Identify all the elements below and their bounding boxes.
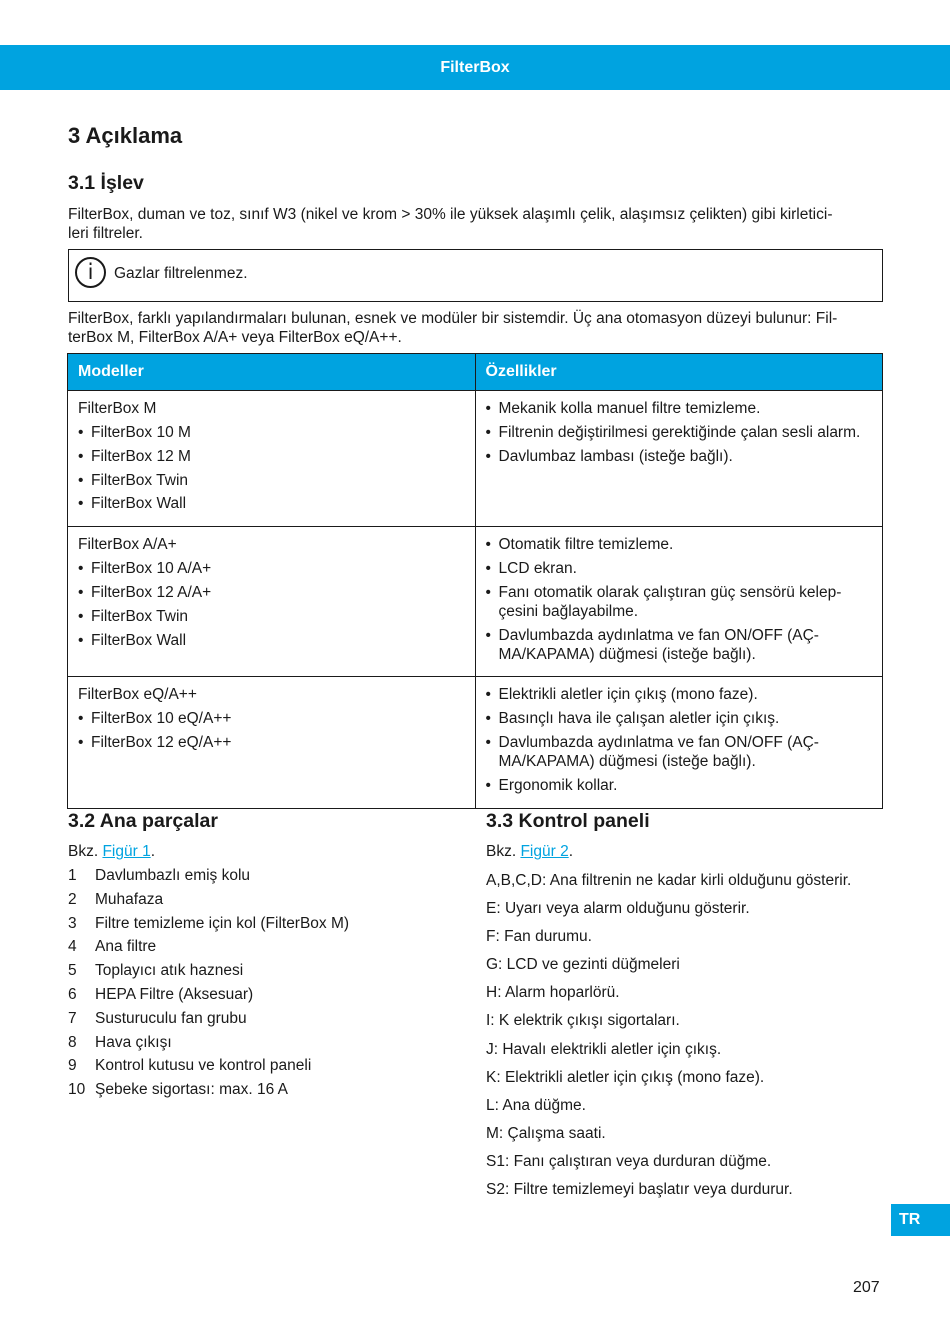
control-panel-list xyxy=(486,871,851,1208)
model-name: FilterBox A/A+ xyxy=(78,536,177,554)
list-item xyxy=(68,1080,349,1104)
item-label: Susturuculu fan grubu xyxy=(95,1009,247,1027)
list-item: • FilterBox 12 A/A+ xyxy=(78,583,466,602)
list-item: • Basınçlı hava ile çalışan aletler için çıkış. xyxy=(486,709,874,728)
intro-paragraph xyxy=(68,205,883,243)
list-item: S1: Fanı çalıştıran veya durduran düğme. xyxy=(486,1152,772,1170)
info-note-box xyxy=(68,249,883,302)
variant-list xyxy=(78,709,466,752)
list-item: G: LCD ve gezinti düğmeleri xyxy=(486,956,680,974)
list-item: • Mekanik kolla manuel filtre temizleme. xyxy=(486,399,874,418)
item-number: 2 xyxy=(68,890,77,908)
section-3-3-title: 3.3 Kontrol paneli xyxy=(486,810,650,832)
list-item xyxy=(68,985,349,1009)
list-item: E: Uyarı veya alarm olduğunu gösterir. xyxy=(486,900,750,918)
ref-suffix: . xyxy=(568,843,574,860)
list-item: • FilterBox 10 M xyxy=(78,423,466,442)
list-item xyxy=(68,937,349,961)
list-item xyxy=(68,914,349,938)
list-item: H: Alarm hoparlörü. xyxy=(486,984,620,1002)
list-item xyxy=(68,1033,349,1057)
table-row xyxy=(68,677,883,808)
system-line-2: terBox M, FilterBox A/A+ veya FilterBox eQ/A++. xyxy=(68,329,402,346)
section-3-1-title: 3.1 İşlev xyxy=(68,172,144,194)
item-label: Davlumbazlı emiş kolu xyxy=(95,867,251,884)
feature-list xyxy=(486,535,874,663)
list-item: • Elektrikli aletler için çıkış (mono faze). xyxy=(486,685,874,704)
item-label: Muhafaza xyxy=(95,890,164,908)
table-header-features: Özellikler xyxy=(475,354,883,391)
list-item: I: K elektrik çıkışı sigortaları. xyxy=(486,1012,680,1030)
item-number: 8 xyxy=(68,1033,77,1051)
list-item: • FilterBox Twin xyxy=(78,607,466,626)
features-cell xyxy=(475,677,883,808)
table-row xyxy=(68,391,883,527)
item-number: 10 xyxy=(68,1081,86,1099)
list-item: • Davlumbazda aydınlatma ve fan ON/OFF (AÇ-MA/KAPAMA) düğmesi (isteğe bağlı). xyxy=(486,733,874,771)
table-header-models: Modeller xyxy=(68,354,476,391)
list-item: • Filtrenin değiştirilmesi gerektiğinde çalan sesli alarm. xyxy=(486,423,874,442)
language-badge: TR xyxy=(891,1204,950,1236)
list-item: • FilterBox 10 eQ/A++ xyxy=(78,709,466,728)
feature-list xyxy=(486,399,874,466)
control-panel-reference xyxy=(486,843,573,861)
list-item: • Otomatik filtre temizleme. xyxy=(486,535,874,554)
info-icon: i xyxy=(75,257,106,288)
list-item xyxy=(68,1009,349,1033)
table-row xyxy=(68,527,883,677)
page-number: 207 xyxy=(853,1279,880,1296)
variant-list xyxy=(78,423,466,513)
list-item: J: Havalı elektrikli aletler için çıkış. xyxy=(486,1040,722,1058)
list-item xyxy=(68,1056,349,1080)
list-item: A,B,C,D: Ana filtrenin ne kadar kirli olduğunu gösterir. xyxy=(486,872,852,889)
list-item: • Ergonomik kollar. xyxy=(486,776,874,795)
item-number: 1 xyxy=(68,867,77,884)
list-item xyxy=(68,866,349,890)
list-item xyxy=(68,890,349,914)
feature-list xyxy=(486,685,874,794)
item-number: 5 xyxy=(68,962,77,980)
list-item: S2: Filtre temizlemeyi başlatır veya durdurur. xyxy=(486,1181,793,1199)
list-item: • Fanı otomatik olarak çalıştıran güç sensörü kelep-çesini bağlayabilme. xyxy=(486,583,874,621)
page-header: FilterBox xyxy=(0,45,950,90)
list-item: • Davlumbazda aydınlatma ve fan ON/OFF (AÇ-MA/KAPAMA) düğmesi (isteğe bağlı). xyxy=(486,626,874,664)
variant-list xyxy=(78,559,466,649)
ref-suffix: . xyxy=(150,843,156,860)
model-name: FilterBox eQ/A++ xyxy=(78,686,197,704)
list-item: K: Elektrikli aletler için çıkış (mono faze). xyxy=(486,1068,765,1086)
item-label: Toplayıcı atık haznesi xyxy=(95,962,244,980)
figure-1-link[interactable]: Figür 1 xyxy=(102,843,151,860)
intro-line-2: leri filtreler. xyxy=(68,225,143,242)
item-label: Kontrol kutusu ve kontrol paneli xyxy=(95,1057,312,1075)
figure-2-link[interactable]: Figür 2 xyxy=(520,843,569,860)
model-cell xyxy=(68,527,476,677)
item-number: 3 xyxy=(68,914,77,932)
item-label: HEPA Filtre (Aksesuar) xyxy=(95,985,254,1003)
features-cell xyxy=(475,391,883,527)
list-item: • Davlumbaz lambası (isteğe bağlı). xyxy=(486,447,874,466)
main-parts-list xyxy=(68,866,349,1104)
list-item: • FilterBox 12 M xyxy=(78,447,466,466)
models-table xyxy=(67,353,883,809)
model-cell xyxy=(68,391,476,527)
system-paragraph xyxy=(68,309,883,347)
intro-line-1: FilterBox, duman ve toz, sınıf W3 (nikel ve krom > 30% ile yüksek alaşımlı çelik, alaşımsız çelikten) gibi kirletici- xyxy=(68,206,833,223)
features-cell xyxy=(475,527,883,677)
item-number: 6 xyxy=(68,985,77,1003)
item-label: Hava çıkışı xyxy=(95,1033,172,1051)
list-item: M: Çalışma saati. xyxy=(486,1124,606,1142)
list-item: • FilterBox Twin xyxy=(78,471,466,490)
list-item: • FilterBox Wall xyxy=(78,631,466,650)
section-3-2-title: 3.2 Ana parçalar xyxy=(68,810,218,832)
list-item: • LCD ekran. xyxy=(486,559,874,578)
list-item xyxy=(68,961,349,985)
list-item: • FilterBox 12 eQ/A++ xyxy=(78,733,466,752)
item-label: Filtre temizleme için kol (FilterBox M) xyxy=(95,914,350,932)
note-text: Gazlar filtrelenmez. xyxy=(114,265,248,282)
item-label: Ana filtre xyxy=(95,938,157,956)
main-parts-reference xyxy=(68,843,155,861)
item-number: 7 xyxy=(68,1009,77,1027)
model-cell xyxy=(68,677,476,808)
ref-prefix: Bkz. xyxy=(68,843,103,860)
list-item: L: Ana düğme. xyxy=(486,1096,586,1114)
list-item: • FilterBox Wall xyxy=(78,494,466,513)
section-3-title: 3 Açıklama xyxy=(68,123,183,148)
item-number: 4 xyxy=(68,938,77,956)
system-line-1: FilterBox, farklı yapılandırmaları bulunan, esnek ve modüler bir sistemdir. Üç ana otomasyon düzeyi bulunur: Fil- xyxy=(68,310,838,327)
ref-prefix: Bkz. xyxy=(486,843,521,860)
model-name: FilterBox M xyxy=(78,400,157,417)
item-label: Şebeke sigortası: max. 16 A xyxy=(95,1081,288,1099)
item-number: 9 xyxy=(68,1057,77,1075)
list-item: • FilterBox 10 A/A+ xyxy=(78,559,466,578)
list-item: F: Fan durumu. xyxy=(486,928,592,946)
